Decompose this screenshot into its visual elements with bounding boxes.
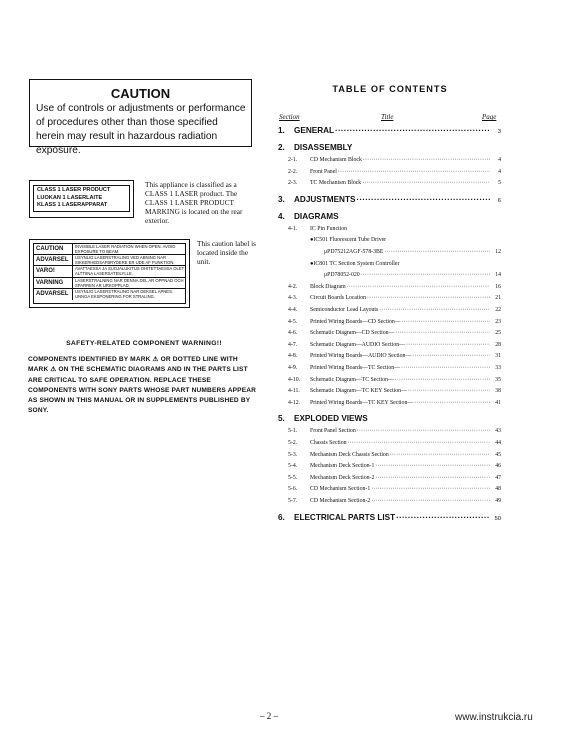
toc-title-text: CD Mechanism Section-1 bbox=[310, 486, 371, 493]
toc-leader-dots bbox=[390, 452, 490, 458]
toc-subsection bbox=[278, 169, 501, 180]
toc-page-number: 16 bbox=[495, 283, 501, 290]
toc-leader-dots bbox=[338, 169, 490, 175]
toc-title-text: Mechanism Deck Chassis Section bbox=[310, 451, 389, 458]
safety-warning-title: SAFETY-RELATED COMPONENT WARNING!! bbox=[66, 340, 222, 347]
toc-subsection bbox=[278, 440, 501, 451]
toc-page-number: 49 bbox=[495, 498, 501, 504]
toc-title-text: Front Panel bbox=[310, 168, 337, 175]
caution-title: CAUTION bbox=[110, 86, 171, 101]
caution-label-row bbox=[34, 289, 185, 300]
toc-subsection bbox=[278, 498, 501, 509]
toc-title-text: Block Diagram bbox=[310, 283, 346, 290]
toc-number: 3. bbox=[278, 194, 285, 204]
toc-page-number: 6 bbox=[497, 197, 501, 204]
toc-header-page: Page bbox=[482, 113, 497, 121]
toc-section bbox=[278, 195, 501, 207]
toc-number: 1. bbox=[278, 126, 285, 135]
toc-leader-dots bbox=[402, 319, 490, 325]
toc-number: 4-11. bbox=[288, 388, 300, 395]
toc-number: 5-2. bbox=[288, 440, 298, 446]
toc-number: 4-6. bbox=[288, 330, 298, 337]
toc-number: 2. bbox=[278, 143, 285, 152]
toc-page-number: 35 bbox=[495, 376, 501, 383]
toc-title-text: GENERAL bbox=[294, 126, 335, 135]
toc-page-number: 45 bbox=[495, 451, 501, 458]
page-number: – 2 – bbox=[260, 711, 278, 721]
toc-page-number: 5 bbox=[498, 180, 501, 187]
caution-label-lang: VARNING bbox=[34, 278, 73, 288]
laser-product-label bbox=[29, 180, 134, 218]
toc-title-text: Printed Wiring Boards—TC KEY Section— bbox=[310, 399, 414, 406]
toc-section bbox=[278, 212, 501, 224]
toc-page-number: 3 bbox=[497, 129, 501, 135]
toc-subsection bbox=[278, 428, 501, 439]
caution-label-lang: ADVARSEL bbox=[34, 289, 73, 300]
toc-title-text: Front Panel Section bbox=[310, 428, 356, 435]
toc-page-number: 41 bbox=[495, 399, 501, 406]
toc-title-text: ADJUSTMENTS bbox=[294, 194, 356, 204]
toc-number: 5-6. bbox=[288, 486, 298, 493]
toc-number: 4-1. bbox=[288, 225, 298, 232]
watermark: www.instrukcia.ru bbox=[455, 712, 533, 723]
caution-label-text: LASERSTRALNING NAR DENNA DEL AR OPPNAD OCH SPARREN AR URKOPPLAD. bbox=[75, 277, 184, 288]
toc-leader-dots bbox=[348, 440, 490, 446]
toc-leader-dots bbox=[396, 513, 490, 522]
toc-title-text: Schematic Diagram—TC KEY Section— bbox=[310, 388, 407, 395]
toc-number: 5-7. bbox=[288, 498, 298, 504]
toc-page-number: 33 bbox=[495, 365, 501, 371]
caution-label-text: AVATTAESSA JA SUOJALUKITUS OHITETTAESSA OLET ALTTIINA LASERSATEILYLLE. bbox=[75, 266, 185, 277]
toc-title-text: ELECTRICAL PARTS LIST bbox=[294, 512, 396, 522]
toc-leader-dots bbox=[371, 498, 490, 504]
toc-title-text: Mechanism Deck Section-2 bbox=[310, 474, 375, 481]
caution-label-row bbox=[34, 244, 185, 255]
toc-title-text: CD Mechanism Section-2 bbox=[310, 498, 371, 504]
toc-subsection bbox=[278, 295, 501, 306]
toc-title: TABLE OF CONTENTS bbox=[332, 84, 448, 94]
toc-title-text: TC Mechanism Block bbox=[310, 180, 362, 187]
toc-subsection bbox=[278, 319, 501, 330]
toc-title-text: Schematic Diagram—CD Section— bbox=[310, 330, 395, 337]
toc-subsection bbox=[278, 475, 501, 486]
toc-page-number: 31 bbox=[495, 353, 501, 360]
toc-title-text: DIAGRAMS bbox=[294, 211, 339, 221]
toc-subsection bbox=[278, 486, 501, 497]
toc-leader-dots bbox=[414, 400, 490, 406]
toc-number: 4-8. bbox=[288, 353, 298, 360]
toc-title-text: Semiconductor Lead Layouts bbox=[310, 307, 379, 313]
toc-page-number: 38 bbox=[495, 388, 501, 395]
toc-number: 2-3. bbox=[288, 180, 298, 187]
toc-title-text: μPD75212AGF-578-3BE bbox=[324, 249, 384, 255]
toc-number: 4-4. bbox=[288, 307, 298, 313]
toc-title-text: Circuit Boards Location bbox=[310, 295, 367, 302]
toc-subsection bbox=[278, 249, 501, 260]
toc-leader-dots bbox=[363, 157, 490, 163]
toc-number: 4. bbox=[278, 211, 285, 221]
toc-number: 4-12. bbox=[288, 399, 301, 406]
toc-subsection bbox=[278, 342, 501, 353]
toc-subsection bbox=[278, 157, 501, 168]
caution-label-lang: VARO! bbox=[34, 266, 73, 276]
toc-page-number: 46 bbox=[495, 463, 501, 470]
toc-leader-dots bbox=[371, 486, 490, 492]
toc-leader-dots bbox=[384, 249, 490, 255]
toc-leader-dots bbox=[347, 284, 490, 290]
toc-section bbox=[278, 414, 501, 426]
toc-title-text: Printed Wiring Boards—TC Section— bbox=[310, 365, 400, 371]
toc-number: 4-7. bbox=[288, 341, 298, 348]
toc-title-text: CD Mechanism Block bbox=[310, 157, 362, 163]
toc-subsection bbox=[278, 237, 501, 248]
toc-number: 4-5. bbox=[288, 318, 298, 325]
safety-warning-body: COMPONENTS IDENTIFIED BY MARK ⚠ OR DOTTED LINE WITH MARK ⚠ ON THE SCHEMATIC DIAGRAMS AND IN THE PARTS LIST ARE CRITICAL TO SAFE OPERATION. REPLACE THESE COMPONENTS WITH SONY PARTS WHOSE PART NUMBERS APPEAR AS SHOWN IN THIS MANUAL OR IN SUPPLEMENTS PUBLISHED BY SONY. bbox=[28, 356, 257, 415]
toc-section bbox=[278, 513, 501, 525]
toc-page-number: 23 bbox=[495, 318, 501, 325]
toc-leader-dots bbox=[361, 272, 490, 278]
toc-number: 5-3. bbox=[288, 451, 298, 458]
toc-number: 6. bbox=[278, 512, 285, 522]
toc-leader-dots bbox=[357, 428, 490, 434]
toc-title-text: ●IC501 Fluorescent Tube Driver bbox=[310, 237, 387, 244]
toc-title-text: ●IC801 TC Section System Controller bbox=[310, 260, 400, 267]
toc-number: 4-3. bbox=[288, 295, 298, 302]
toc-subsection bbox=[278, 365, 501, 376]
toc-page-number: 4 bbox=[498, 168, 501, 175]
toc-section bbox=[278, 143, 501, 155]
toc-subsection bbox=[278, 226, 501, 237]
laser-label-line: KLASS 1 LASERAPPARAT bbox=[37, 202, 108, 209]
toc-number: 5. bbox=[278, 414, 285, 424]
toc-title-text: Schematic Diagram—AUDIO Section— bbox=[310, 341, 405, 348]
toc-page-number: 4 bbox=[498, 157, 501, 163]
toc-page-number: 25 bbox=[495, 330, 501, 337]
toc-leader-dots bbox=[375, 475, 490, 481]
toc-page-number: 47 bbox=[495, 474, 501, 481]
toc-number: 2-2. bbox=[288, 168, 298, 175]
toc-title-text: Printed Wiring Boards—CD Section— bbox=[310, 318, 401, 325]
toc-number: 5-1. bbox=[288, 428, 298, 435]
caution-box bbox=[29, 79, 252, 156]
toc-leader-dots bbox=[395, 377, 490, 383]
toc-title-text: μPD78052-020 bbox=[324, 272, 360, 279]
caution-label-row bbox=[34, 255, 185, 266]
toc-page-number: 43 bbox=[495, 428, 501, 435]
toc-page-number: 12 bbox=[495, 249, 501, 255]
toc-leader-dots bbox=[356, 195, 490, 204]
toc-leader-dots bbox=[335, 126, 490, 135]
toc-subsection bbox=[278, 388, 501, 399]
laser-label-line: LUOKAN 1 LASERLAITE bbox=[37, 194, 103, 201]
toc-subsection bbox=[278, 272, 501, 283]
toc-page-number: 48 bbox=[495, 486, 501, 493]
caution-label-row bbox=[34, 278, 185, 289]
toc-leader-dots bbox=[406, 342, 490, 348]
toc-title-text: IC Pin Function bbox=[310, 225, 348, 232]
toc-page-number: 28 bbox=[495, 341, 501, 348]
caution-label-lang: CAUTION bbox=[34, 244, 73, 254]
toc-subsection bbox=[278, 400, 501, 411]
toc-page-number: 50 bbox=[494, 515, 501, 522]
caution-label-text: INVISIBLE LASER RADIATION WHEN OPEN. AVOID EXPOSURE TO BEAM. bbox=[75, 244, 176, 254]
laser-label-line: CLASS 1 LASER PRODUCT bbox=[37, 187, 111, 193]
toc-title-text: Chassis Section bbox=[310, 440, 347, 446]
caution-label bbox=[29, 239, 190, 308]
toc-number: 4-9. bbox=[288, 365, 298, 371]
toc-page-number: 14 bbox=[495, 272, 501, 279]
toc-page-number: 21 bbox=[495, 295, 501, 302]
toc-subsection bbox=[278, 463, 501, 474]
toc-leader-dots bbox=[367, 295, 490, 301]
toc-subsection bbox=[278, 452, 501, 463]
toc-subsection bbox=[278, 307, 501, 318]
toc-number: 2-1. bbox=[288, 157, 298, 163]
toc-page-number: 22 bbox=[495, 307, 501, 313]
toc-leader-dots bbox=[379, 307, 490, 313]
toc-leader-dots bbox=[362, 180, 490, 186]
toc-title-text: EXPLODED VIEWS bbox=[294, 414, 368, 424]
toc-title-text: Schematic Diagram—TC Section— bbox=[310, 376, 394, 383]
toc-subsection bbox=[278, 284, 501, 295]
toc-leader-dots bbox=[412, 353, 490, 359]
caution-label-lang: ADVARSEL bbox=[34, 255, 73, 265]
toc-subsection bbox=[278, 180, 501, 191]
caution-label-row bbox=[34, 266, 185, 277]
toc-subsection bbox=[278, 261, 501, 272]
toc-number: 5-5. bbox=[288, 474, 298, 481]
toc-subsection bbox=[278, 377, 501, 388]
toc-number: 5-4. bbox=[288, 463, 298, 470]
toc-leader-dots bbox=[395, 330, 490, 336]
laser-label-note: This appliance is classified as a CLASS 1 LASER product. The CLASS 1 LASER PRODUCT MARKING is located on the rear exterior. bbox=[145, 180, 243, 225]
toc-page-number: 44 bbox=[495, 440, 501, 446]
toc-subsection bbox=[278, 353, 501, 364]
toc-leader-dots bbox=[375, 463, 490, 469]
toc-number: 4-2. bbox=[288, 283, 298, 290]
toc-header-title: Title bbox=[381, 113, 394, 121]
toc-number: 4-10. bbox=[288, 376, 301, 383]
toc-leader-dots bbox=[408, 388, 490, 394]
toc-section bbox=[278, 126, 501, 138]
caution-label-text: USYNLIG LASERSTRALING VED ABNING NAR SIKKERHEDSAFBRYDERE ER UDE AF FUNKTION. bbox=[75, 255, 175, 266]
toc-subsection bbox=[278, 330, 501, 341]
toc-leader-dots bbox=[401, 365, 490, 371]
toc-title-text: DISASSEMBLY bbox=[294, 143, 353, 152]
caution-body: Use of controls or adjustments or performance of procedures other than those specified herein may result in hazardous radiation exposure. bbox=[36, 103, 246, 156]
toc-title-text: Printed Wiring Boards—AUDIO Section— bbox=[310, 353, 412, 360]
toc-title-text: Mechanism Deck Section-1 bbox=[310, 463, 375, 470]
toc-header-section: Section bbox=[279, 113, 300, 121]
caution-label-text: USYNLIG LASERSTRALING NAR DEKSEL APNES. UNNGA EKSPONERING FOR STRALING. bbox=[75, 288, 174, 299]
caution-label-note: This caution label is located inside the unit. bbox=[197, 239, 256, 266]
